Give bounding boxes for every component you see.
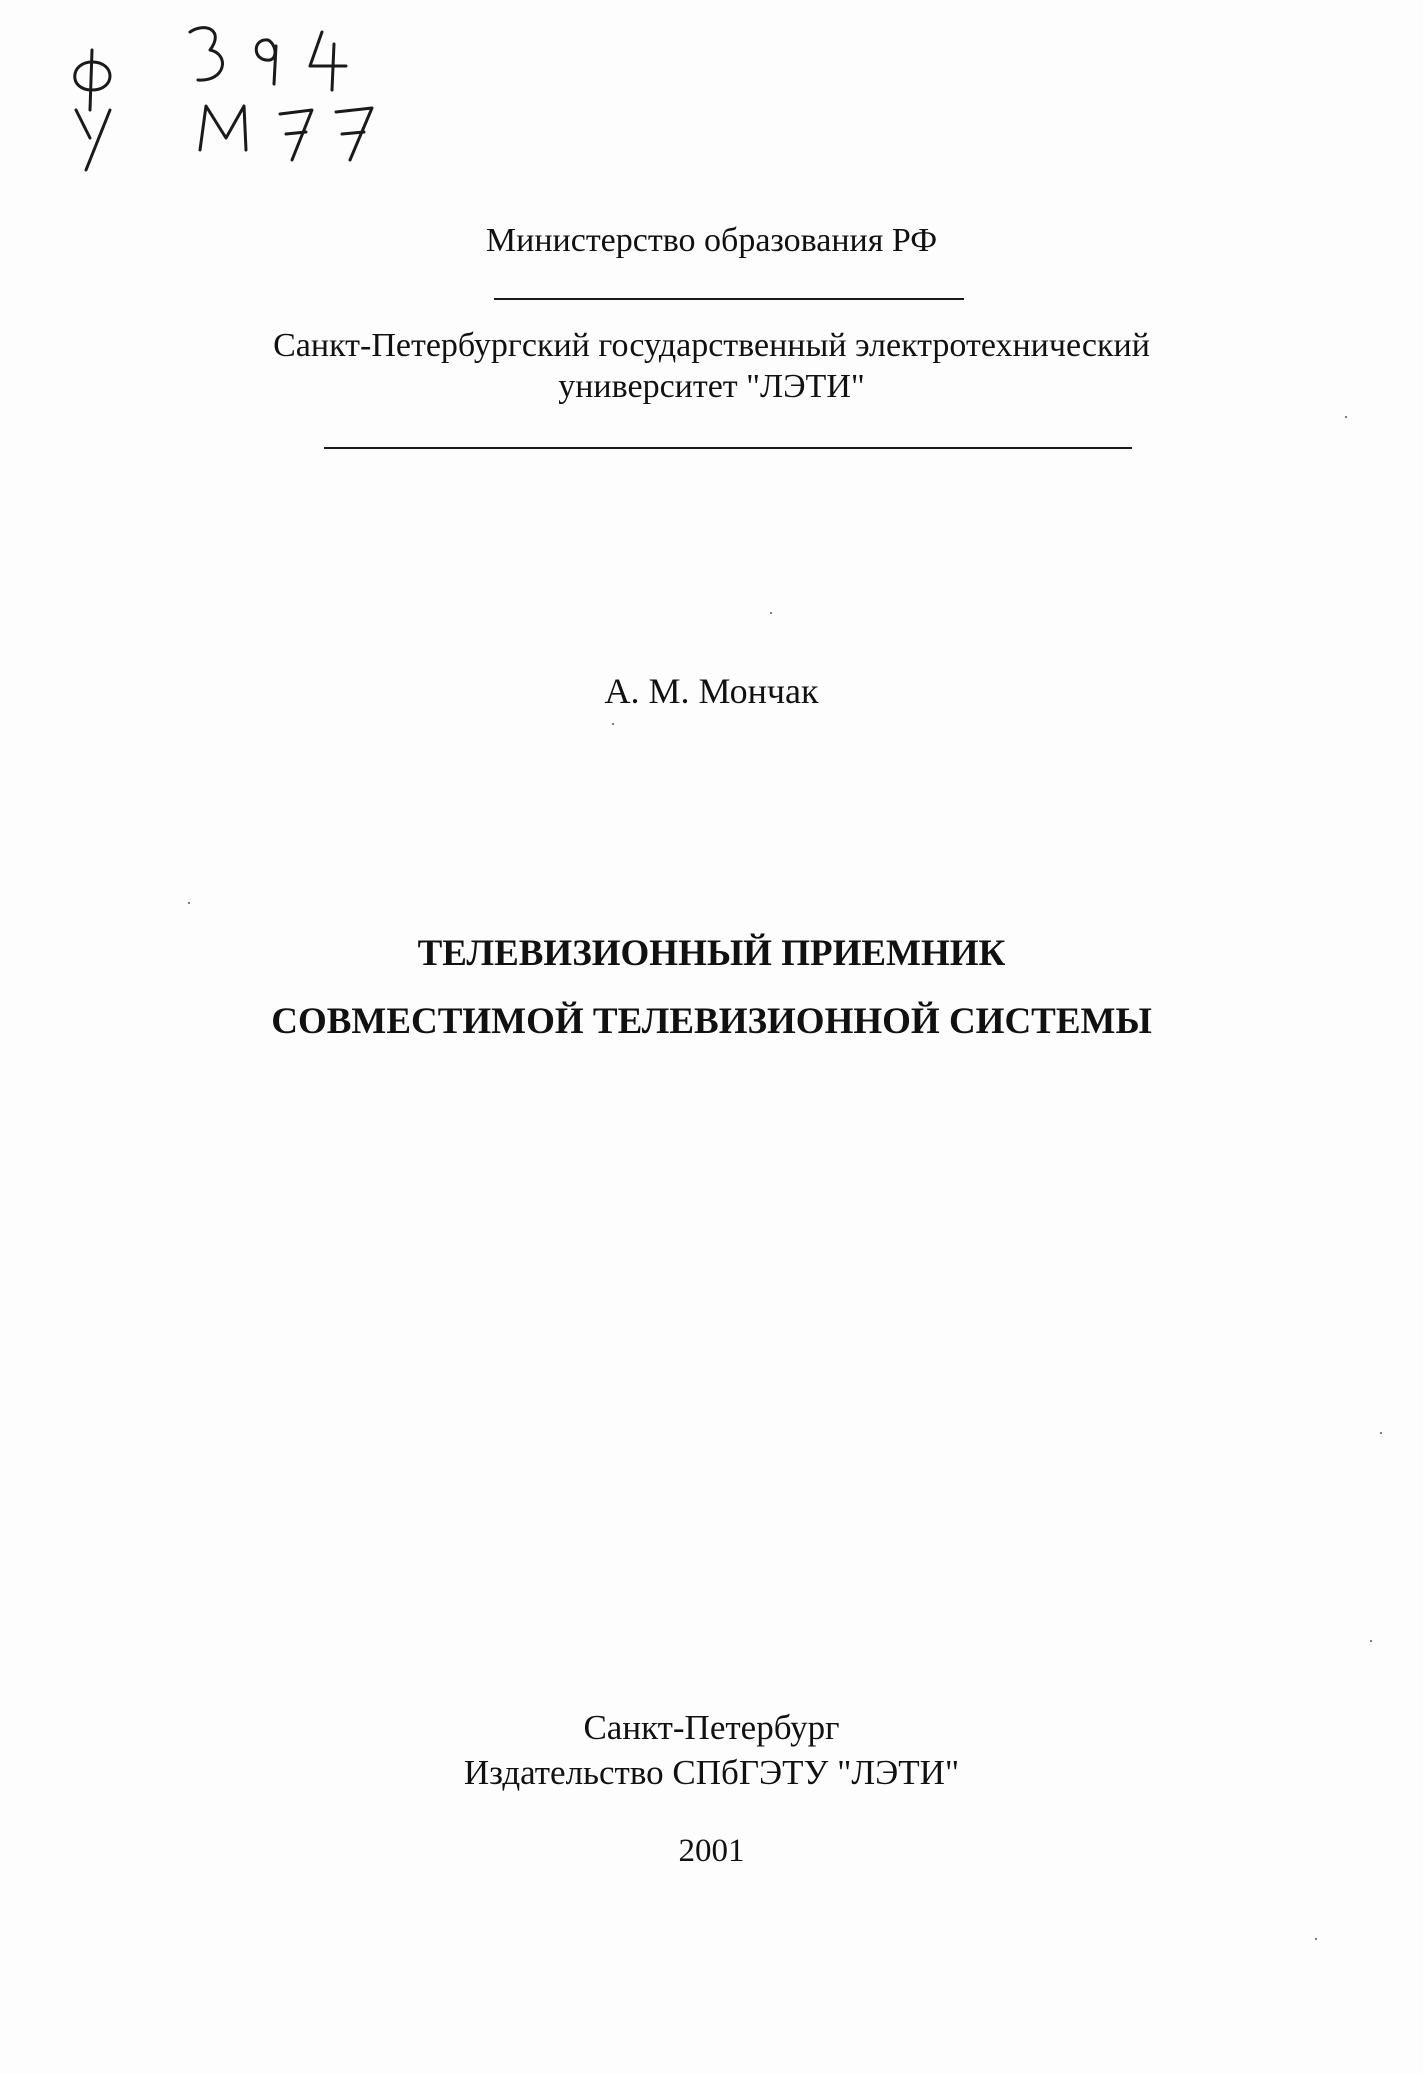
scan-speck [612,723,614,725]
scan-speck [1345,416,1347,418]
publisher-name: Издательство СПбГЭТУ "ЛЭТИ" [463,1753,960,1792]
book-title-line-1: ТЕЛЕВИЗИОННЫЙ ПРИЕМНИК [417,933,1006,974]
scan-speck [770,612,772,614]
author-name: А. М. Мончак [604,671,819,711]
publication-city: Санкт-Петербург [583,1708,840,1747]
university-name-line-1: Санкт-Петербургский государственный электротехнический [273,327,1150,364]
divider-short [494,298,964,300]
scan-speck [188,902,190,904]
scan-speck [1315,1938,1317,1940]
publication-year: 2001 [678,1833,745,1869]
scan-speck [1370,1640,1372,1642]
scan-speck [1380,1432,1382,1434]
handwritten-library-mark [30,10,390,180]
university-name-line-2: университет "ЛЭТИ" [558,368,865,405]
divider-long [324,447,1132,449]
book-title-line-2: СОВМЕСТИМОЙ ТЕЛЕВИЗИОННОЙ СИСТЕМЫ [271,1001,1152,1042]
ministry-heading: Министерство образования РФ [485,222,938,259]
